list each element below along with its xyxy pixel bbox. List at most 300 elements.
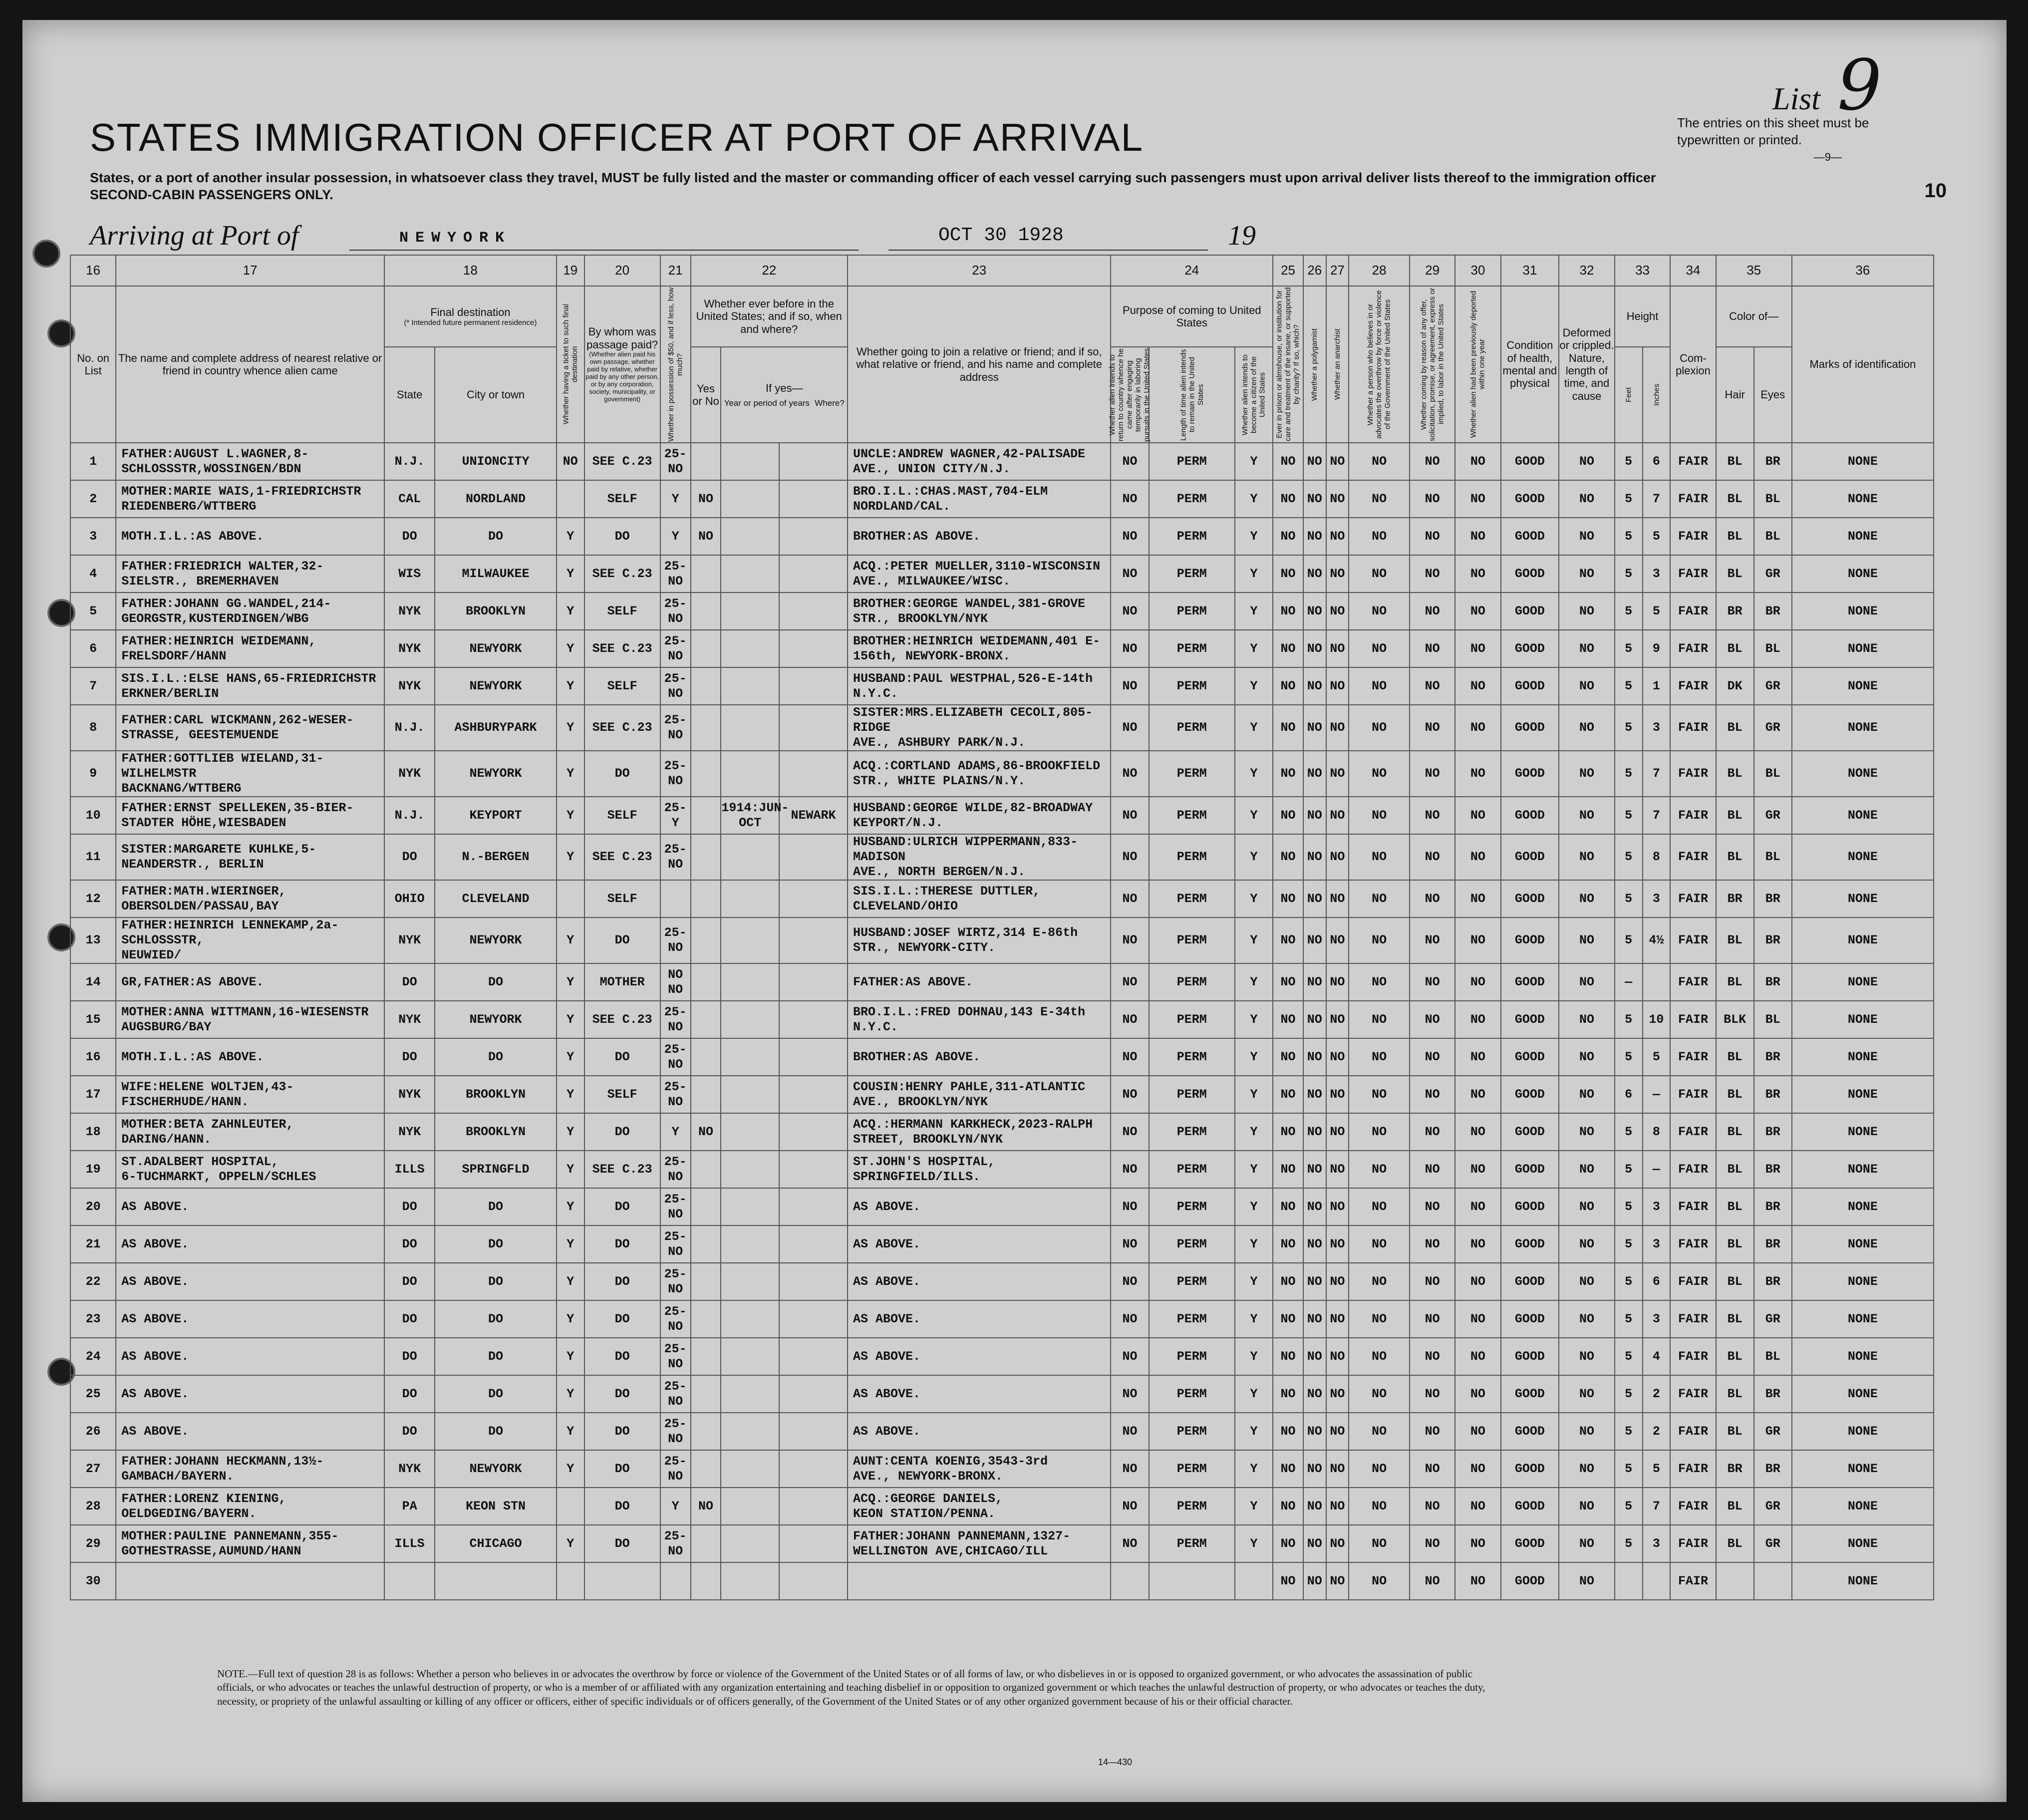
list-number: 9 xyxy=(1837,45,1882,126)
deported-value: NO xyxy=(1455,555,1500,593)
health-value: GOOD xyxy=(1501,834,1559,880)
hair-color: BL xyxy=(1716,1188,1754,1225)
citizen-value: Y xyxy=(1235,1488,1273,1525)
height-feet: 5 xyxy=(1615,1225,1643,1263)
ticket-value: Y xyxy=(557,1113,584,1151)
before-where xyxy=(779,1375,848,1413)
labor-value: NO xyxy=(1410,443,1455,480)
col-num: 28 xyxy=(1349,255,1410,286)
dest-city: ASHBURYPARK xyxy=(435,705,556,751)
before-year xyxy=(721,1450,779,1488)
eye-color: BL xyxy=(1754,1338,1792,1375)
hair-color: BL xyxy=(1716,1076,1754,1113)
joining-relative: ST.JOHN'S HOSPITAL, SPRINGFIELD/ILLS. xyxy=(848,1151,1111,1188)
passage-paid-value: DO xyxy=(584,751,660,797)
prison-value: NO xyxy=(1273,834,1303,880)
money-value: 25-NO xyxy=(660,1038,691,1076)
height-feet: 5 xyxy=(1615,1488,1643,1525)
return-value: NO xyxy=(1111,1375,1149,1413)
dest-city: DO xyxy=(435,1413,556,1450)
deported-value: NO xyxy=(1455,518,1500,555)
dest-city: DO xyxy=(435,1300,556,1338)
prison-value: NO xyxy=(1273,1001,1303,1038)
complexion-value: FAIR xyxy=(1670,1188,1716,1225)
table-row xyxy=(70,1450,1934,1488)
header-city: City or town xyxy=(435,347,556,443)
relative-address: SISTER:MARGARETE KUHLKE,5- NEANDERSTR., BERLIN xyxy=(116,834,384,880)
relative-address: FATHER:FRIEDRICH WALTER,32- SIELSTR., BREMERHAVEN xyxy=(116,555,384,593)
health-value: GOOD xyxy=(1501,1488,1559,1525)
eye-color: BL xyxy=(1754,1001,1792,1038)
length-value: PERM xyxy=(1149,1001,1235,1038)
joining-relative: UNCLE:ANDREW WAGNER,42-PALISADE AVE., UNION CITY/N.J. xyxy=(848,443,1111,480)
relative-address: FATHER:HEINRICH LENNEKAMP,2a-SCHLOSSSTR, NEUWIED/ xyxy=(116,917,384,963)
money-value: 25-NO xyxy=(660,1525,691,1562)
col-num: 21 xyxy=(660,255,691,286)
marks-value: NONE xyxy=(1792,1263,1934,1300)
dest-city: DO xyxy=(435,963,556,1001)
prison-value: NO xyxy=(1273,1488,1303,1525)
health-value: GOOD xyxy=(1501,1113,1559,1151)
height-feet: 5 xyxy=(1615,705,1643,751)
ticket-value: Y xyxy=(557,1076,584,1113)
before-year xyxy=(721,593,779,630)
deported-value: NO xyxy=(1455,1001,1500,1038)
header-final-destination xyxy=(384,286,557,347)
relative-address: FATHER:LORENZ KIENING, OELDGEDING/BAYERN. xyxy=(116,1488,384,1525)
marks-value: NONE xyxy=(1792,917,1934,963)
list-box xyxy=(1772,45,1882,126)
deported-value: NO xyxy=(1455,1188,1500,1225)
passage-paid-value: DO xyxy=(584,1225,660,1263)
before-yes-no xyxy=(691,1038,721,1076)
eye-color: GR xyxy=(1754,1413,1792,1450)
height-inches: 3 xyxy=(1643,555,1671,593)
table-row xyxy=(70,593,1934,630)
table-row xyxy=(70,917,1934,963)
marks-value: NONE xyxy=(1792,1488,1934,1525)
polygamist-value: NO xyxy=(1303,834,1326,880)
dest-city: NEWYORK xyxy=(435,630,556,667)
column-number-row xyxy=(70,255,1934,286)
before-year xyxy=(721,1001,779,1038)
passage-paid-value: SEE C.23 xyxy=(584,1151,660,1188)
marks-value: NONE xyxy=(1792,1300,1934,1338)
polygamist-value: NO xyxy=(1303,1375,1326,1413)
money-value: 25-NO xyxy=(660,630,691,667)
dest-city xyxy=(435,1562,556,1600)
labor-value: NO xyxy=(1410,1562,1455,1600)
citizen-value: Y xyxy=(1235,963,1273,1001)
joining-relative: ACQ.:CORTLAND ADAMS,86-BROOKFIELD STR., WHITE PLAINS/N.Y. xyxy=(848,751,1111,797)
arriving-label: Arriving at Port of xyxy=(90,220,299,251)
polygamist-value: NO xyxy=(1303,751,1326,797)
height-inches: — xyxy=(1643,1076,1671,1113)
labor-value: NO xyxy=(1410,963,1455,1001)
height-inches: 2 xyxy=(1643,1375,1671,1413)
marks-value: NONE xyxy=(1792,1338,1934,1375)
row-number: 25 xyxy=(70,1375,116,1413)
deported-value: NO xyxy=(1455,667,1500,705)
money-value: 25-NO xyxy=(660,443,691,480)
marks-value: NONE xyxy=(1792,518,1934,555)
row-number: 20 xyxy=(70,1188,116,1225)
polygamist-value: NO xyxy=(1303,555,1326,593)
anarchist-value: NO xyxy=(1326,963,1349,1001)
health-value: GOOD xyxy=(1501,751,1559,797)
eye-color: GR xyxy=(1754,1300,1792,1338)
citizen-value: Y xyxy=(1235,751,1273,797)
dest-state: NYK xyxy=(384,1001,435,1038)
joining-relative xyxy=(848,1562,1111,1600)
before-year xyxy=(721,1188,779,1225)
relative-address: WIFE:HELENE WOLTJEN,43- FISCHERHUDE/HANN. xyxy=(116,1076,384,1113)
return-value: NO xyxy=(1111,1338,1149,1375)
header-passage-paid-note: (Whether alien paid his own passage, whether paid by relative, whether paid by any other person, or by any corporation, society, municipality, or government) xyxy=(585,350,659,403)
col-num: 36 xyxy=(1792,255,1934,286)
dest-state: DO xyxy=(384,963,435,1001)
length-value: PERM xyxy=(1149,630,1235,667)
header-if-yes-label: If yes— xyxy=(765,381,803,394)
before-yes-no xyxy=(691,1375,721,1413)
return-value: NO xyxy=(1111,705,1149,751)
dest-state: N.J. xyxy=(384,705,435,751)
marks-value: NONE xyxy=(1792,1413,1934,1450)
dest-city: KEYPORT xyxy=(435,797,556,834)
dest-state: NYK xyxy=(384,593,435,630)
height-inches: 3 xyxy=(1643,1525,1671,1562)
anarchist-value: NO xyxy=(1326,751,1349,797)
anarchist-value: NO xyxy=(1326,917,1349,963)
passage-paid-value: DO xyxy=(584,518,660,555)
deported-value: NO xyxy=(1455,480,1500,518)
punch-hole xyxy=(32,240,60,268)
polygamist-value: NO xyxy=(1303,705,1326,751)
deported-value: NO xyxy=(1455,1076,1500,1113)
height-inches: 2 xyxy=(1643,1413,1671,1450)
marks-value: NONE xyxy=(1792,1525,1934,1562)
joining-relative: AS ABOVE. xyxy=(848,1188,1111,1225)
before-where xyxy=(779,1151,848,1188)
ticket-value xyxy=(557,1488,584,1525)
passage-paid-value: SELF xyxy=(584,593,660,630)
eye-color: BR xyxy=(1754,1076,1792,1113)
joining-relative: SISTER:MRS.ELIZABETH CECOLI,805-RIDGE AVE., ASHBURY PARK/N.J. xyxy=(848,705,1111,751)
height-inches: 7 xyxy=(1643,1488,1671,1525)
dest-city: DO xyxy=(435,518,556,555)
col-num: 25 xyxy=(1273,255,1303,286)
before-year xyxy=(721,751,779,797)
before-yes-no xyxy=(691,917,721,963)
return-value: NO xyxy=(1111,593,1149,630)
labor-value: NO xyxy=(1410,705,1455,751)
relative-address: AS ABOVE. xyxy=(116,1413,384,1450)
citizen-value: Y xyxy=(1235,1525,1273,1562)
length-value: PERM xyxy=(1149,1488,1235,1525)
ticket-value: Y xyxy=(557,593,584,630)
marks-value: NONE xyxy=(1792,1038,1934,1076)
ticket-value xyxy=(557,480,584,518)
polygamist-value: NO xyxy=(1303,1076,1326,1113)
manifest-rows xyxy=(70,443,1934,1600)
header-year: Year or period of years xyxy=(724,398,810,408)
prison-value: NO xyxy=(1273,667,1303,705)
deformed-value: NO xyxy=(1559,480,1615,518)
length-value: PERM xyxy=(1149,963,1235,1001)
marks-value: NONE xyxy=(1792,705,1934,751)
eye-color: BR xyxy=(1754,1188,1792,1225)
dest-state: PA xyxy=(384,1488,435,1525)
dest-city: NEWYORK xyxy=(435,1450,556,1488)
dest-state: DO xyxy=(384,1188,435,1225)
relative-address: GR,FATHER:AS ABOVE. xyxy=(116,963,384,1001)
marks-value: NONE xyxy=(1792,630,1934,667)
row-number: 3 xyxy=(70,518,116,555)
passage-paid-value: SEE C.23 xyxy=(584,443,660,480)
header-anarchist: Whether an anarchist xyxy=(1326,286,1349,443)
dest-city: BROOKLYN xyxy=(435,1113,556,1151)
dest-state: DO xyxy=(384,1338,435,1375)
before-where xyxy=(779,1413,848,1450)
polygamist-value: NO xyxy=(1303,1450,1326,1488)
height-feet: 5 xyxy=(1615,1188,1643,1225)
before-yes-no xyxy=(691,555,721,593)
before-year xyxy=(721,1488,779,1525)
before-year xyxy=(721,963,779,1001)
joining-relative: FATHER:AS ABOVE. xyxy=(848,963,1111,1001)
dest-city: BROOKLYN xyxy=(435,1076,556,1113)
polygamist-value: NO xyxy=(1303,1488,1326,1525)
anarchist-value: NO xyxy=(1326,1338,1349,1375)
eye-color: BR xyxy=(1754,443,1792,480)
return-value: NO xyxy=(1111,917,1149,963)
hair-color: BL xyxy=(1716,555,1754,593)
relative-address: MOTH.I.L.:AS ABOVE. xyxy=(116,518,384,555)
hair-color: BL xyxy=(1716,518,1754,555)
row-number: 28 xyxy=(70,1488,116,1525)
labor-value: NO xyxy=(1410,593,1455,630)
table-row xyxy=(70,480,1934,518)
polygamist-value: NO xyxy=(1303,1001,1326,1038)
col-num: 20 xyxy=(584,255,660,286)
anarchist-value: NO xyxy=(1326,1263,1349,1300)
polygamist-value: NO xyxy=(1303,1413,1326,1450)
health-value: GOOD xyxy=(1501,1151,1559,1188)
joining-relative: AS ABOVE. xyxy=(848,1413,1111,1450)
col-num: 19 xyxy=(557,255,584,286)
before-where xyxy=(779,1488,848,1525)
deformed-value: NO xyxy=(1559,518,1615,555)
before-yes-no xyxy=(691,1263,721,1300)
polygamist-value: NO xyxy=(1303,593,1326,630)
joining-relative: BRO.I.L.:FRED DOHNAU,143 E-34th N.Y.C. xyxy=(848,1001,1111,1038)
prison-value: NO xyxy=(1273,1151,1303,1188)
height-inches: 3 xyxy=(1643,1225,1671,1263)
header-passage-paid-label: By whom was passage paid? xyxy=(586,325,658,351)
deformed-value: NO xyxy=(1559,667,1615,705)
date-stamp: OCT 30 1928 xyxy=(938,225,1064,246)
marks-value: NONE xyxy=(1792,880,1934,917)
ticket-value: Y xyxy=(557,1413,584,1450)
deformed-value: NO xyxy=(1559,1038,1615,1076)
dest-state: NYK xyxy=(384,1450,435,1488)
labor-value: NO xyxy=(1410,797,1455,834)
table-row xyxy=(70,1151,1934,1188)
prison-value: NO xyxy=(1273,797,1303,834)
prison-value: NO xyxy=(1273,1562,1303,1600)
ticket-value: Y xyxy=(557,1151,584,1188)
table-row xyxy=(70,1413,1934,1450)
before-where xyxy=(779,1338,848,1375)
row-number: 11 xyxy=(70,834,116,880)
anarchist-value: NO xyxy=(1326,797,1349,834)
complexion-value: FAIR xyxy=(1670,518,1716,555)
intro-line-1: States, or a port of another insular possession, in whatsoever class they travel, MUST be fully listed and the master or commanding officer of each vessel carrying such passengers must upon arrival deliver lists thereof to the immigration officer xyxy=(90,170,1656,185)
list-note: The entries on this sheet must be typewritten or printed. xyxy=(1677,115,1869,147)
passage-paid-value: DO xyxy=(584,1300,660,1338)
before-year xyxy=(721,917,779,963)
money-value xyxy=(660,1562,691,1600)
dest-city: CLEVELAND xyxy=(435,880,556,917)
deformed-value: NO xyxy=(1559,1076,1615,1113)
marks-value: NONE xyxy=(1792,1151,1934,1188)
height-feet: 5 xyxy=(1615,1001,1643,1038)
hair-color: BL xyxy=(1716,1151,1754,1188)
before-where xyxy=(779,1038,848,1076)
deformed-value: NO xyxy=(1559,1300,1615,1338)
col-num: 23 xyxy=(848,255,1111,286)
before-where xyxy=(779,593,848,630)
row-number: 7 xyxy=(70,667,116,705)
prison-value: NO xyxy=(1273,1300,1303,1338)
length-value: PERM xyxy=(1149,751,1235,797)
eye-color: GR xyxy=(1754,705,1792,751)
overthrow-value: NO xyxy=(1349,1375,1410,1413)
dest-city: DO xyxy=(435,1038,556,1076)
marks-value: NONE xyxy=(1792,1001,1934,1038)
passage-paid-value: SEE C.23 xyxy=(584,555,660,593)
money-value xyxy=(660,880,691,917)
prison-value: NO xyxy=(1273,1375,1303,1413)
return-value: NO xyxy=(1111,834,1149,880)
dest-state: ILLS xyxy=(384,1525,435,1562)
polygamist-value: NO xyxy=(1303,797,1326,834)
before-where xyxy=(779,1562,848,1600)
dest-city: N.-BERGEN xyxy=(435,834,556,880)
height-feet: 5 xyxy=(1615,797,1643,834)
dest-city: NEWYORK xyxy=(435,917,556,963)
hair-color: BL xyxy=(1716,751,1754,797)
relative-address: FATHER:JOHANN GG.WANDEL,214- GEORGSTR,KUSTERDINGEN/WBG xyxy=(116,593,384,630)
money-value: NO NO xyxy=(660,963,691,1001)
before-yes-no xyxy=(691,630,721,667)
row-number: 24 xyxy=(70,1338,116,1375)
complexion-value: FAIR xyxy=(1670,1225,1716,1263)
before-yes-no: NO xyxy=(691,1113,721,1151)
dest-city: UNIONCITY xyxy=(435,443,556,480)
joining-relative: BROTHER:GEORGE WANDEL,381-GROVE STR., BROOKLYN/NYK xyxy=(848,593,1111,630)
joining-relative: BROTHER:HEINRICH WEIDEMANN,401 E- 156th, NEWYORK-BRONX. xyxy=(848,630,1111,667)
col-num: 35 xyxy=(1716,255,1792,286)
height-feet: 5 xyxy=(1615,443,1643,480)
eye-color: BL xyxy=(1754,630,1792,667)
complexion-value: FAIR xyxy=(1670,1338,1716,1375)
relative-address: FATHER:CARL WICKMANN,262-WESER- STRASSE, GEESTEMUENDE xyxy=(116,705,384,751)
overthrow-value: NO xyxy=(1349,1488,1410,1525)
relative-address: FATHER:GOTTLIEB WIELAND,31-WILHELMSTR BACKNANG/WTTBERG xyxy=(116,751,384,797)
anarchist-value: NO xyxy=(1326,443,1349,480)
height-feet: 5 xyxy=(1615,480,1643,518)
citizen-value: Y xyxy=(1235,1413,1273,1450)
col-num: 16 xyxy=(70,255,116,286)
arriving-row xyxy=(90,220,1338,260)
polygamist-value: NO xyxy=(1303,880,1326,917)
dest-state: CAL xyxy=(384,480,435,518)
page-title: STATES IMMIGRATION OFFICER AT PORT OF ARRIVAL xyxy=(90,115,1144,159)
eye-color: BR xyxy=(1754,1263,1792,1300)
before-yes-no xyxy=(691,963,721,1001)
dest-city: KEON STN xyxy=(435,1488,556,1525)
marks-value: NONE xyxy=(1792,667,1934,705)
dest-state: NYK xyxy=(384,630,435,667)
header-deformed: Deformed or crippled. Nature, length of time, and cause xyxy=(1559,286,1615,443)
header-color: Color of— xyxy=(1716,286,1792,347)
table-row xyxy=(70,1300,1934,1338)
row-number: 21 xyxy=(70,1225,116,1263)
joining-relative: AS ABOVE. xyxy=(848,1338,1111,1375)
row-number: 8 xyxy=(70,705,116,751)
length-value: PERM xyxy=(1149,834,1235,880)
passage-paid-value: DO xyxy=(584,1450,660,1488)
before-where xyxy=(779,917,848,963)
polygamist-value: NO xyxy=(1303,443,1326,480)
height-feet: 5 xyxy=(1615,555,1643,593)
header-polygamist: Whether a polygamist xyxy=(1303,286,1326,443)
before-where xyxy=(779,1076,848,1113)
deported-value: NO xyxy=(1455,1225,1500,1263)
table-row xyxy=(70,705,1934,751)
before-year xyxy=(721,1562,779,1600)
overthrow-value: NO xyxy=(1349,1225,1410,1263)
complexion-value: FAIR xyxy=(1670,1413,1716,1450)
col-num: 26 xyxy=(1303,255,1326,286)
height-inches: 7 xyxy=(1643,797,1671,834)
labor-value: NO xyxy=(1410,1001,1455,1038)
polygamist-value: NO xyxy=(1303,917,1326,963)
return-value: NO xyxy=(1111,1263,1149,1300)
ticket-value: Y xyxy=(557,1525,584,1562)
return-value: NO xyxy=(1111,1413,1149,1450)
before-year xyxy=(721,880,779,917)
ticket-value: Y xyxy=(557,1225,584,1263)
hair-color: DK xyxy=(1716,667,1754,705)
anarchist-value: NO xyxy=(1326,1375,1349,1413)
before-year xyxy=(721,1525,779,1562)
overthrow-value: NO xyxy=(1349,1263,1410,1300)
money-value: 25-NO xyxy=(660,1263,691,1300)
deported-value: NO xyxy=(1455,630,1500,667)
joining-relative: HUSBAND:ULRICH WIPPERMANN,833-MADISON AVE., NORTH BERGEN/N.J. xyxy=(848,834,1111,880)
money-value: Y xyxy=(660,480,691,518)
labor-value: NO xyxy=(1410,834,1455,880)
before-year xyxy=(721,630,779,667)
relative-address: FATHER:AUGUST L.WAGNER,8- SCHLOSSSTR,WOSSINGEN/BDN xyxy=(116,443,384,480)
citizen-value: Y xyxy=(1235,480,1273,518)
table-row xyxy=(70,963,1934,1001)
eye-color xyxy=(1754,1562,1792,1600)
ticket-value: Y xyxy=(557,667,584,705)
length-value: PERM xyxy=(1149,1338,1235,1375)
